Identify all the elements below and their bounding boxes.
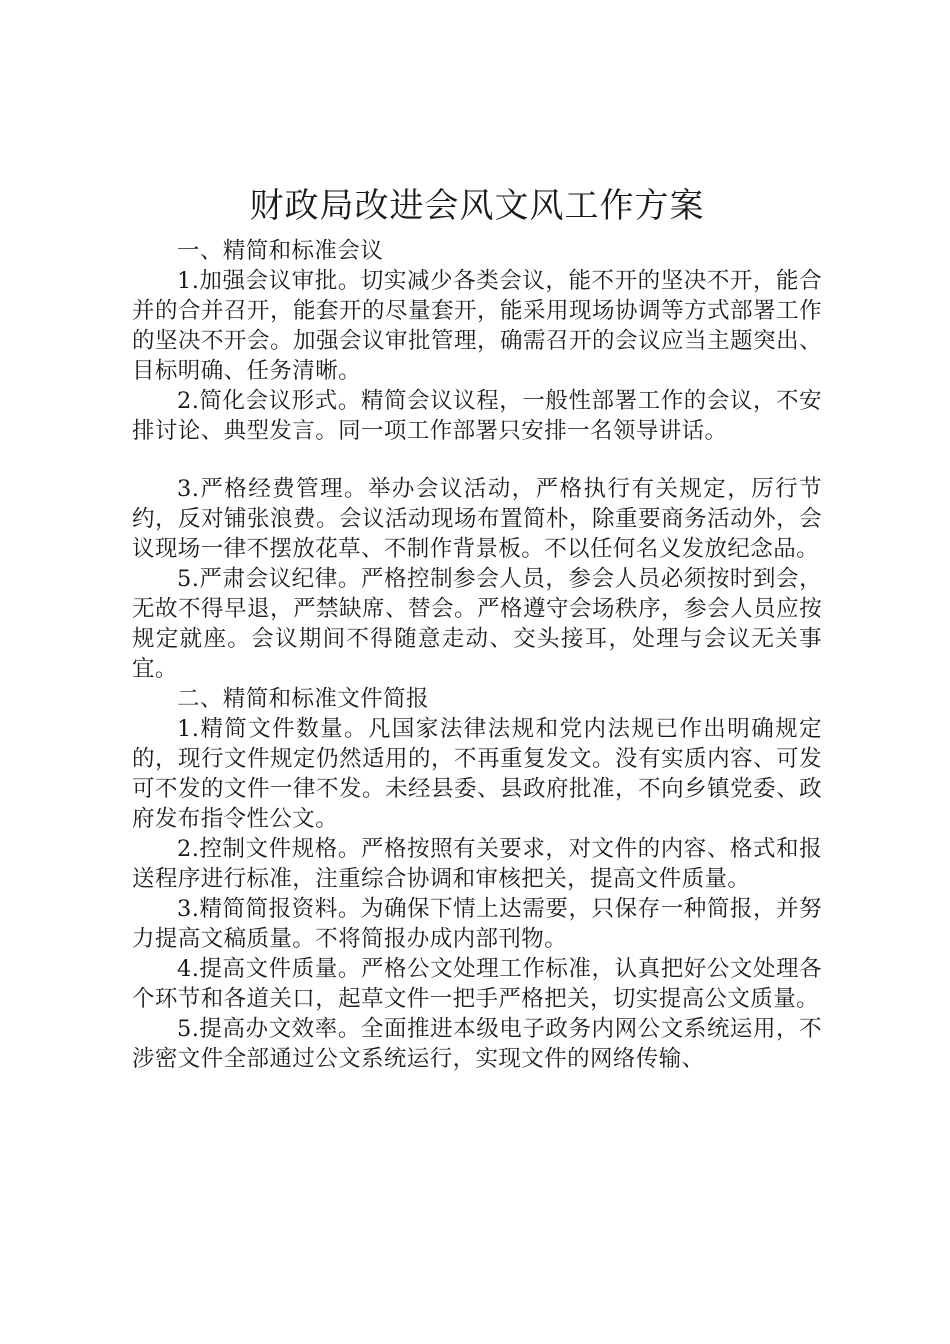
paragraph-document-quantity: 1.精简文件数量。凡国家法律法规和党内法规已作出明确规定的，现行文件规定仍然适用的，不再重复发文。没有实质内容、可发可不发的文件一律不发。未经县委、县政府批准，不向乡镇党委、政府发布指令性公文。 xyxy=(132,716,822,832)
paragraph-expense-management: 3.严格经费管理。举办会议活动，严格执行有关规定，厉行节约，反对铺张浪费。会议活动现场布置简朴，除重要商务活动外，会议现场一律不摆放花草、不制作背景板。不以任何名义发放纪念品。 xyxy=(132,476,822,562)
paragraph-document-quality: 4.提高文件质量。严格公文处理工作标准，认真把好公文处理各个环节和各道关口，起草文件一把手严格把关，切实提高公文质量。 xyxy=(132,956,822,1012)
section-heading-documents: 二、精简和标准文件简报 xyxy=(177,686,429,712)
paragraph-meeting-approval: 1.加强会议审批。切实减少各类会议，能不开的坚决不开，能合并的合并召开，能套开的尽量套开，能采用现场协调等方式部署工作的坚决不开会。加强会议审批管理，确需召开的会议应当主题突出、目标明确、任务清晰。 xyxy=(132,268,822,384)
paragraph-meeting-discipline: 5.严肃会议纪律。严格控制参会人员，参会人员必须按时到会，无故不得早退，严禁缺席、替会。严格遵守会场秩序，参会人员应按规定就座。会议期间不得随意走动、交头接耳，处理与会议无关事宜。 xyxy=(132,566,822,682)
document-page xyxy=(132,182,822,1074)
paragraph-meeting-format: 2.简化会议形式。精简会议议程，一般性部署工作的会议，不安排讨论、典型发言。同一项工作部署只安排一名领导讲话。 xyxy=(132,388,822,444)
paragraph-spacer xyxy=(132,446,822,474)
section-heading-meetings: 一、精简和标准会议 xyxy=(177,238,384,264)
paragraph-processing-efficiency: 5.提高办文效率。全面推进本级电子政务内网公文系统运用，不涉密文件全部通过公文系统运行，实现文件的网络传输、 xyxy=(132,1016,822,1072)
document-title: 财政局改进会风文风工作方案 xyxy=(249,186,705,226)
paragraph-document-specification: 2.控制文件规格。严格按照有关要求，对文件的内容、格式和报送程序进行标准，注重综合协调和审核把关，提高文件质量。 xyxy=(132,836,822,892)
paragraph-briefing-materials: 3.精简简报资料。为确保下情上达需要，只保存一种简报，并努力提高文稿质量。不将简报办成内部刊物。 xyxy=(132,896,822,952)
